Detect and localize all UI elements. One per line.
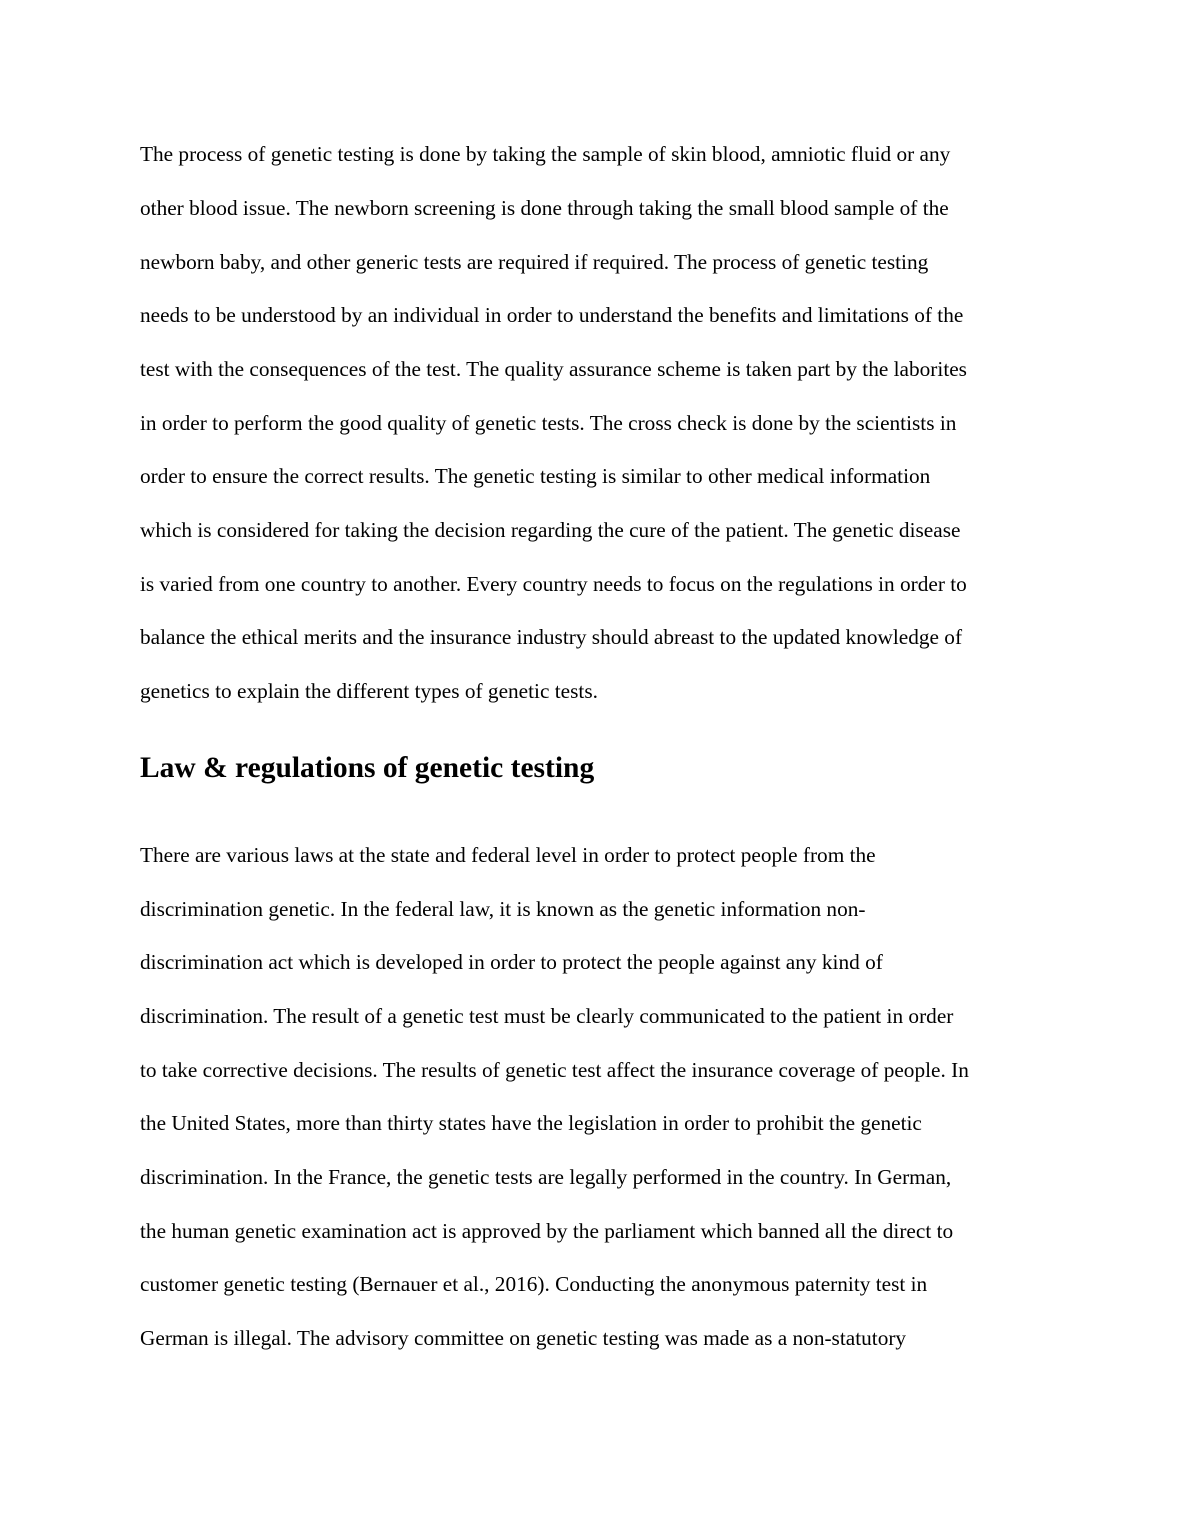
text-line: order to ensure the correct results. The genetic testing is similar to other medical information	[140, 464, 931, 488]
text-line: in order to perform the good quality of genetic tests. The cross check is done by the scientists in	[140, 411, 957, 435]
text-line: customer genetic testing (Bernauer et al., 2016). Conducting the anonymous paternity test in	[140, 1272, 928, 1296]
text-line: newborn baby, and other generic tests are required if required. The process of genetic testing	[140, 250, 929, 274]
text-line: is varied from one country to another. Every country needs to focus on the regulations in order to	[140, 572, 967, 596]
text-line: discrimination. In the France, the genetic tests are legally performed in the country. In German,	[140, 1165, 952, 1189]
text-line: needs to be understood by an individual in order to understand the benefits and limitations of the	[140, 303, 964, 327]
text-line: genetics to explain the different types of genetic tests.	[140, 679, 598, 703]
text-line: the human genetic examination act is approved by the parliament which banned all the direct to	[140, 1219, 954, 1243]
text-line: discrimination genetic. In the federal law, it is known as the genetic information non-	[140, 897, 866, 921]
text-line: to take corrective decisions. The results of genetic test affect the insurance coverage of people. In	[140, 1058, 969, 1082]
text-line: balance the ethical merits and the insurance industry should abreast to the updated knowledge of	[140, 625, 963, 649]
text-line: other blood issue. The newborn screening is done through taking the small blood sample of the	[140, 196, 949, 220]
text-line: which is considered for taking the decision regarding the cure of the patient. The genetic disease	[140, 518, 961, 542]
text-line: discrimination act which is developed in order to protect the people against any kind of	[140, 950, 883, 974]
text-line: discrimination. The result of a genetic test must be clearly communicated to the patient in order	[140, 1004, 954, 1028]
text-line: test with the consequences of the test. The quality assurance scheme is taken part by the laborites	[140, 357, 967, 381]
section-heading: Law & regulations of genetic testing	[140, 752, 595, 784]
text-line: There are various laws at the state and federal level in order to protect people from the	[140, 843, 876, 867]
text-line: the United States, more than thirty states have the legislation in order to prohibit the genetic	[140, 1111, 922, 1135]
text-line: The process of genetic testing is done by taking the sample of skin blood, amniotic fluid or any	[140, 142, 951, 166]
text-line: German is illegal. The advisory committee on genetic testing was made as a non-statutory	[140, 1326, 907, 1350]
